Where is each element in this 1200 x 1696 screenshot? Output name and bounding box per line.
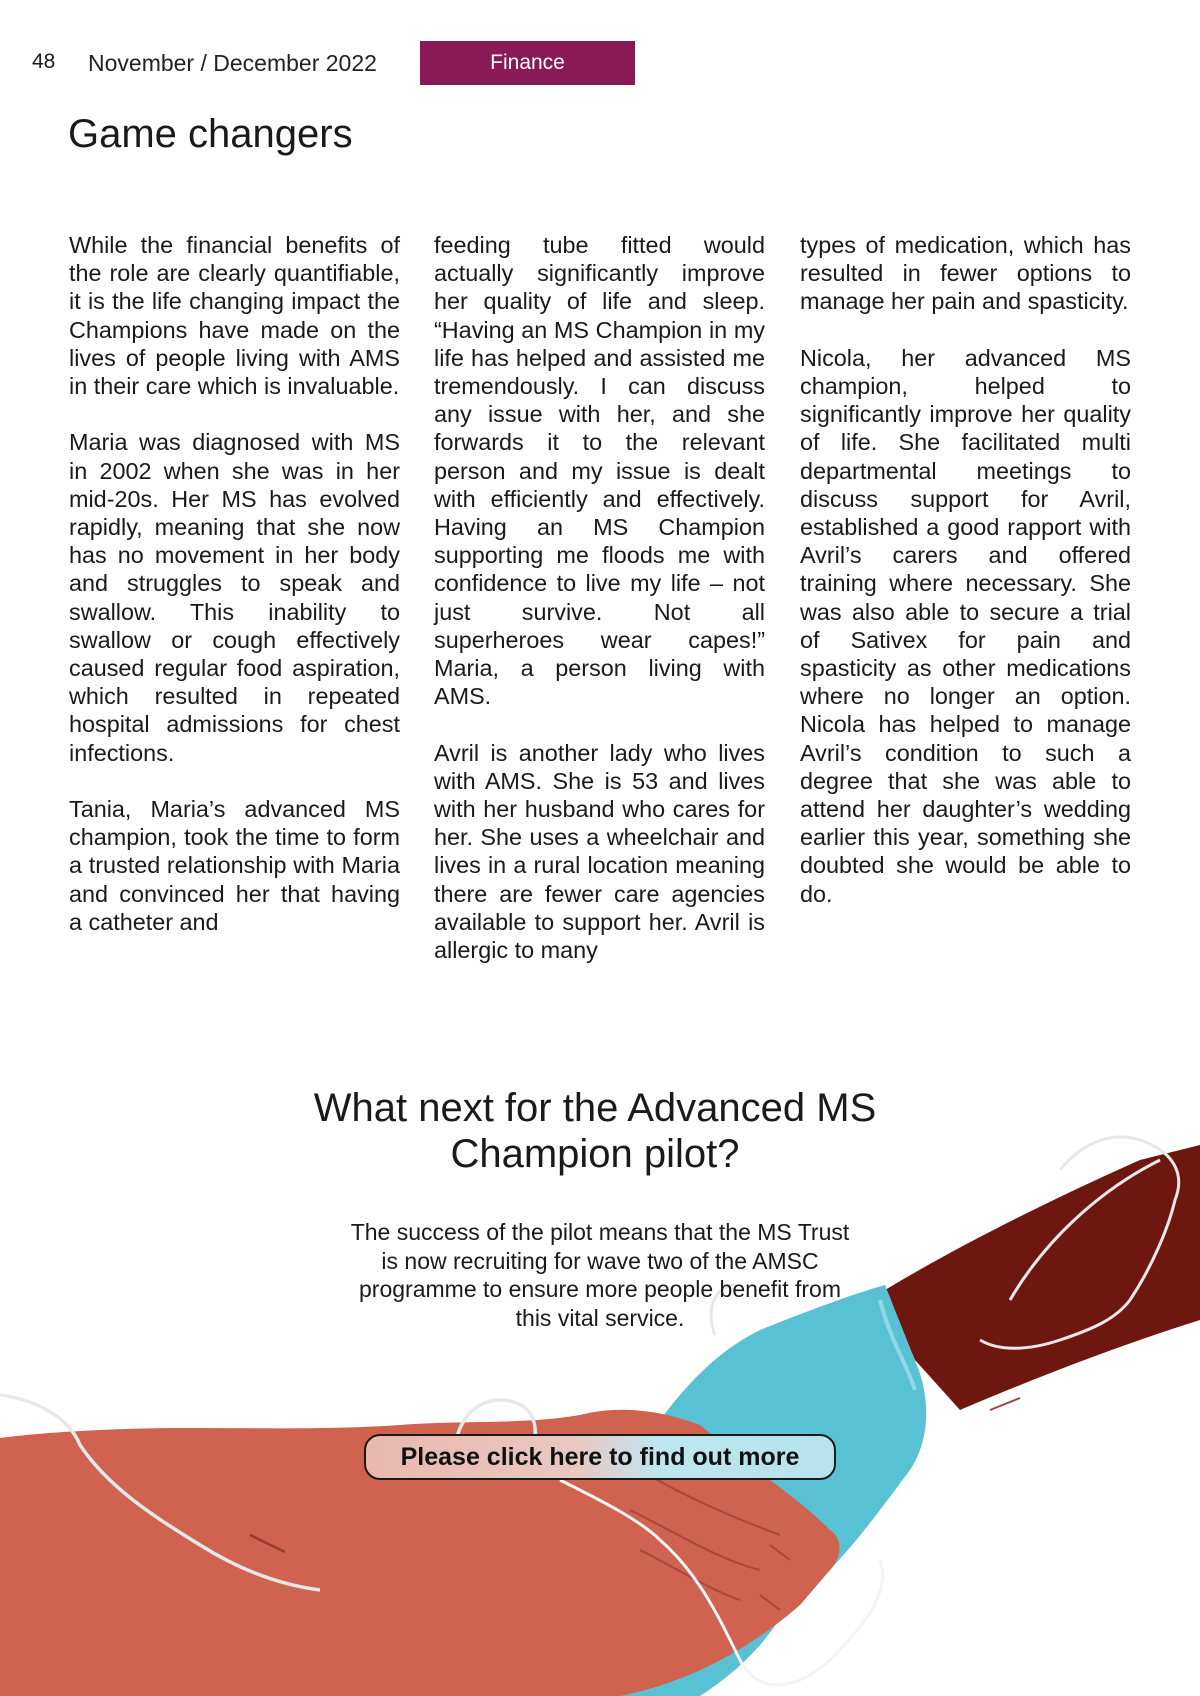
paragraph: Avril is another lady who lives with AMS. She is 53 and lives with her husband who cares for her. She uses a wheelchair and lives in a rural location meaning there are fewer care agencies available to support her. Avril is allergic to many bbox=[434, 739, 765, 964]
section-heading: What next for the Advanced MS Champion pilot? bbox=[313, 1086, 877, 1176]
section-body: The success of the pilot means that the MS Trust is now recruiting for wave two of the AMSC programme to ensure more people benefit from this vital service. bbox=[350, 1219, 850, 1331]
paragraph: types of medication, which has resulted in fewer options to manage her pain and spasticity. bbox=[800, 232, 1131, 315]
section-tab: Finance bbox=[420, 41, 635, 85]
article-title: Game changers bbox=[68, 112, 353, 156]
paragraph: Maria was diagnosed with MS in 2002 when she was in her mid-20s. Her MS has evolved rapidly, meaning that she now has no movement in her body and struggles to speak and swallow. This inability to swallow or cough effectively caused regular food aspiration, which resulted in repeated hospital admissions for chest infections. bbox=[69, 429, 400, 766]
page-number: 48 bbox=[32, 50, 56, 73]
issue-date: November / December 2022 bbox=[88, 50, 377, 76]
paragraph: Nicola, her advanced MS champion, helped to significantly improve her quality of life. She facilitated multi departmental meetings to discuss support for Avril, established a good rapport with Avril’s carers and offered training where necessary. She was also able to secure a trial of Sativex for pain and spasticity as other medications where no longer an option. Nicola has helped to manage Avril’s condition to such a degree that she was able to attend her daughter’s wedding earlier this year, something she doubted she would be able to do. bbox=[800, 344, 1131, 907]
paragraph: While the financial benefits of the role are clearly quantifiable, it is the life changing impact the Champions have made on the lives of people living with AMS in their care which is invaluable. bbox=[69, 232, 400, 400]
dark-arm bbox=[885, 1145, 1200, 1410]
paragraph: feeding tube fitted would actually significantly improve her quality of life and sleep. “Having an MS Champion in my life has helped and assisted me tremendously. I can discuss any issue with her, and she forwards it to the relevant person and my issue is dealt with efficiently and effectively. Having an MS Champion supporting me floods me with confidence to live my life – not just survive. Not all superheroes wear capes!” Maria, a person living with AMS. bbox=[434, 232, 765, 710]
paragraph: Tania, Maria’s advanced MS champion, took the time to form a trusted relationship with Maria and convinced her that having a catheter and bbox=[69, 796, 400, 935]
find-out-more-button[interactable]: Please click here to find out more bbox=[364, 1434, 836, 1480]
